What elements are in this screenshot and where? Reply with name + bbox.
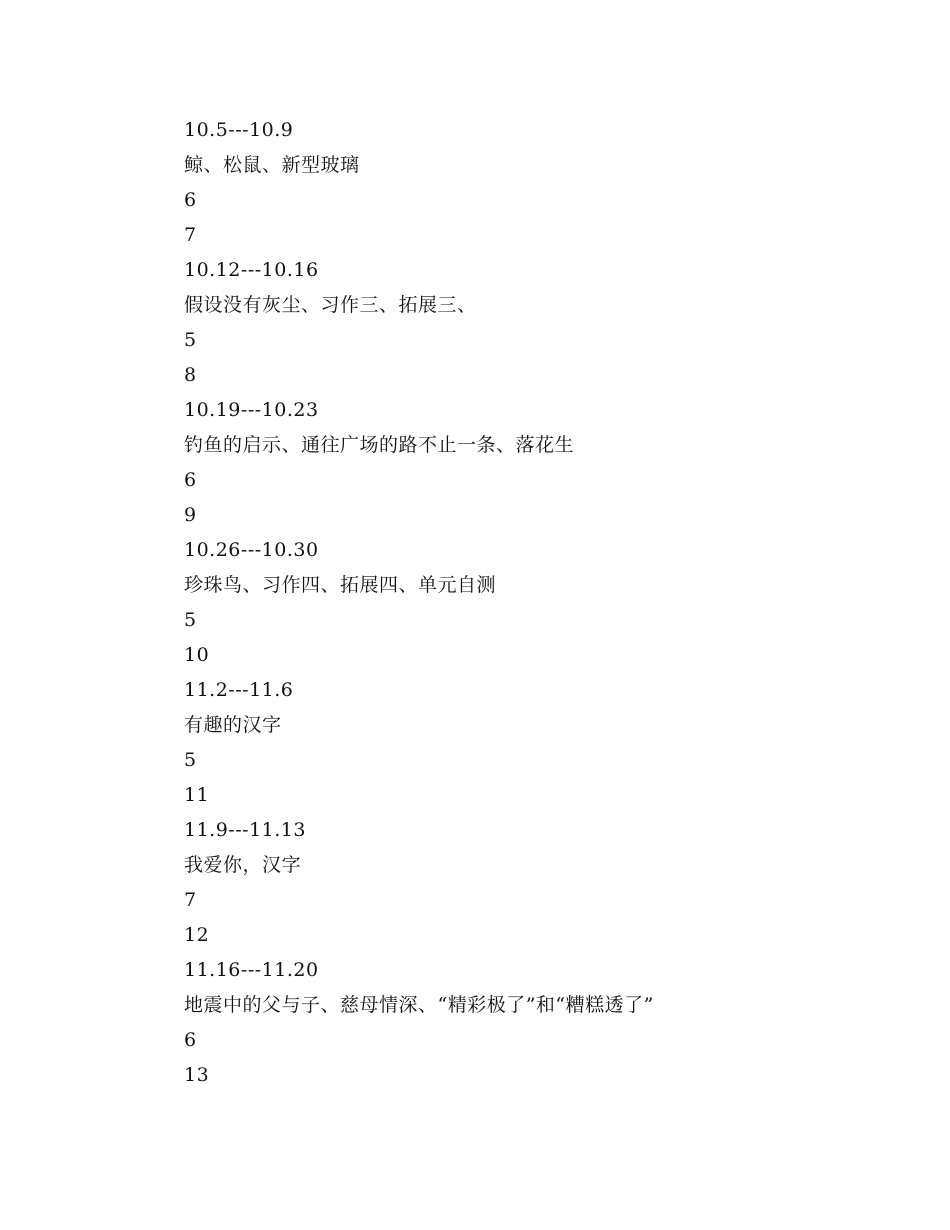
text-line: 11.9---11.13 — [184, 819, 306, 841]
text-line: 有趣的汉字 — [184, 714, 282, 736]
text-line: 11 — [184, 784, 210, 806]
text-line: 10 — [184, 644, 210, 666]
text-line: 鲸、松鼠、新型玻璃 — [184, 154, 360, 176]
text-line: 钓鱼的启示、通往广场的路不止一条、落花生 — [184, 434, 575, 456]
text-line: 6 — [184, 469, 197, 491]
text-line: 6 — [184, 189, 197, 211]
schedule-text-block — [184, 113, 904, 1093]
text-line: 12 — [184, 924, 210, 946]
text-line: 5 — [184, 329, 197, 351]
text-line: 假设没有灰尘、习作三、拓展三、 — [184, 294, 477, 316]
text-line: 5 — [184, 609, 197, 631]
text-line: 10.19---10.23 — [184, 399, 319, 421]
text-line: 9 — [184, 504, 197, 526]
text-line: 我爱你，汉字 — [184, 854, 302, 876]
text-line: 8 — [184, 364, 197, 386]
text-line: 11.16---11.20 — [184, 959, 319, 981]
text-line: 地震中的父与子、慈母情深、“精彩极了”和“糟糕透了” — [184, 994, 654, 1016]
text-line: 13 — [184, 1064, 210, 1086]
text-line: 10.12---10.16 — [184, 259, 319, 281]
text-line: 10.26---10.30 — [184, 539, 319, 561]
text-line: 11.2---11.6 — [184, 679, 294, 701]
text-line: 5 — [184, 749, 197, 771]
text-line: 6 — [184, 1029, 197, 1051]
text-line: 7 — [184, 224, 197, 246]
text-line: 10.5---10.9 — [184, 119, 294, 141]
text-line: 7 — [184, 889, 197, 911]
text-line: 珍珠鸟、习作四、拓展四、单元自测 — [184, 574, 497, 596]
